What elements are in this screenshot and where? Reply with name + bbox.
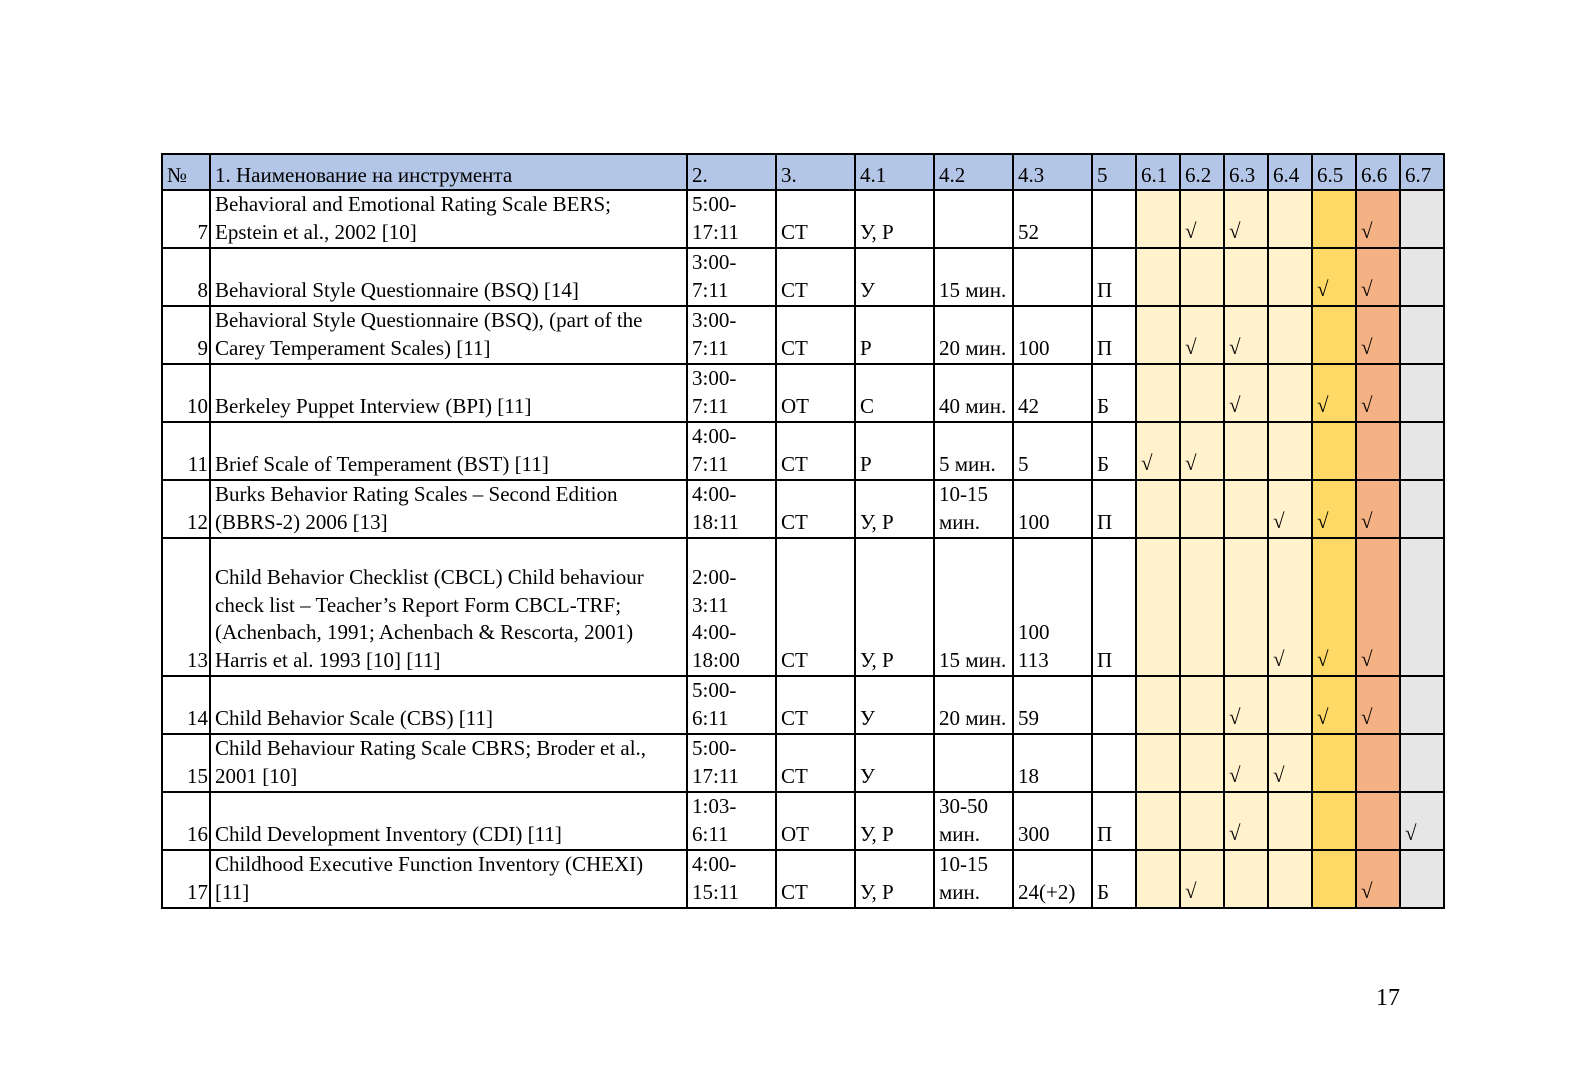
item-count-cell: 300 bbox=[1013, 792, 1092, 850]
duration-cell: 5 мин. bbox=[934, 422, 1013, 480]
row-number-cell: 15 bbox=[162, 734, 210, 792]
row-number-cell: 16 bbox=[162, 792, 210, 850]
row-number-cell: 12 bbox=[162, 480, 210, 538]
table-row bbox=[162, 676, 1444, 734]
table-row bbox=[162, 734, 1444, 792]
item-count-cell bbox=[1013, 248, 1092, 306]
column-header: 6.3 bbox=[1224, 154, 1268, 190]
criterion-6-5-cell bbox=[1312, 792, 1356, 850]
row-number-cell: 9 bbox=[162, 306, 210, 364]
criterion-6-3-cell bbox=[1224, 480, 1268, 538]
row-number-cell: 10 bbox=[162, 364, 210, 422]
column-header: 3. bbox=[776, 154, 855, 190]
criterion-6-5-cell bbox=[1312, 422, 1356, 480]
duration-cell: 40 мин. bbox=[934, 364, 1013, 422]
criterion-6-1-cell bbox=[1136, 480, 1180, 538]
age-range-cell: 2:00- 3:11 4:00- 18:00 bbox=[687, 538, 776, 676]
cost-cell: П bbox=[1092, 792, 1136, 850]
column-header: 6.1 bbox=[1136, 154, 1180, 190]
respondent-cell: У, Р bbox=[855, 850, 934, 908]
instrument-name-cell: Behavioral and Emotional Rating Scale BERS; Epstein et al., 2002 [10] bbox=[210, 190, 687, 248]
criterion-6-4-cell: √ bbox=[1268, 538, 1312, 676]
cost-cell bbox=[1092, 676, 1136, 734]
criterion-6-4-cell: √ bbox=[1268, 734, 1312, 792]
respondent-cell: У, Р bbox=[855, 480, 934, 538]
criterion-6-1-cell bbox=[1136, 734, 1180, 792]
cost-cell: П bbox=[1092, 248, 1136, 306]
criterion-6-1-cell: √ bbox=[1136, 422, 1180, 480]
criterion-6-2-cell: √ bbox=[1180, 306, 1224, 364]
table-row bbox=[162, 248, 1444, 306]
instrument-name-cell: Childhood Executive Function Inventory (CHEXI) [11] bbox=[210, 850, 687, 908]
criterion-6-7-cell bbox=[1400, 850, 1444, 908]
type-cell: СТ bbox=[776, 734, 855, 792]
row-number-cell: 13 bbox=[162, 538, 210, 676]
criterion-6-5-cell: √ bbox=[1312, 364, 1356, 422]
criterion-6-2-cell bbox=[1180, 734, 1224, 792]
respondent-cell: У bbox=[855, 676, 934, 734]
item-count-cell: 100 113 bbox=[1013, 538, 1092, 676]
instrument-name-cell: Child Development Inventory (CDI) [11] bbox=[210, 792, 687, 850]
table-row bbox=[162, 422, 1444, 480]
type-cell: СТ bbox=[776, 422, 855, 480]
criterion-6-1-cell bbox=[1136, 190, 1180, 248]
instrument-name-cell: Child Behaviour Rating Scale CBRS; Broder et al., 2001 [10] bbox=[210, 734, 687, 792]
criterion-6-2-cell bbox=[1180, 792, 1224, 850]
criterion-6-5-cell bbox=[1312, 306, 1356, 364]
type-cell: ОТ bbox=[776, 792, 855, 850]
respondent-cell: С bbox=[855, 364, 934, 422]
duration-cell bbox=[934, 190, 1013, 248]
table-row bbox=[162, 792, 1444, 850]
item-count-cell: 100 bbox=[1013, 480, 1092, 538]
age-range-cell: 4:00- 15:11 bbox=[687, 850, 776, 908]
column-header: 1. Наименование на инструмента bbox=[210, 154, 687, 190]
criterion-6-3-cell: √ bbox=[1224, 364, 1268, 422]
respondent-cell: Р bbox=[855, 306, 934, 364]
column-header: 4.3 bbox=[1013, 154, 1092, 190]
criterion-6-1-cell bbox=[1136, 248, 1180, 306]
criterion-6-5-cell: √ bbox=[1312, 480, 1356, 538]
criterion-6-5-cell: √ bbox=[1312, 538, 1356, 676]
criterion-6-4-cell bbox=[1268, 364, 1312, 422]
duration-cell: 20 мин. bbox=[934, 306, 1013, 364]
column-header: 6.6 bbox=[1356, 154, 1400, 190]
age-range-cell: 4:00- 18:11 bbox=[687, 480, 776, 538]
criterion-6-7-cell bbox=[1400, 480, 1444, 538]
instruments-table bbox=[161, 153, 1445, 909]
respondent-cell: Р bbox=[855, 422, 934, 480]
criterion-6-2-cell bbox=[1180, 538, 1224, 676]
duration-cell: 15 мин. bbox=[934, 248, 1013, 306]
age-range-cell: 5:00- 17:11 bbox=[687, 734, 776, 792]
criterion-6-6-cell: √ bbox=[1356, 364, 1400, 422]
row-number-cell: 14 bbox=[162, 676, 210, 734]
page-number: 17 bbox=[1376, 985, 1400, 1011]
criterion-6-6-cell bbox=[1356, 734, 1400, 792]
criterion-6-3-cell bbox=[1224, 422, 1268, 480]
column-header: 4.2 bbox=[934, 154, 1013, 190]
instrument-name-cell: Brief Scale of Temperament (BST) [11] bbox=[210, 422, 687, 480]
type-cell: СТ bbox=[776, 306, 855, 364]
criterion-6-7-cell bbox=[1400, 734, 1444, 792]
criterion-6-5-cell: √ bbox=[1312, 676, 1356, 734]
type-cell: ОТ bbox=[776, 364, 855, 422]
age-range-cell: 1:03- 6:11 bbox=[687, 792, 776, 850]
criterion-6-3-cell bbox=[1224, 538, 1268, 676]
criterion-6-1-cell bbox=[1136, 364, 1180, 422]
criterion-6-2-cell: √ bbox=[1180, 190, 1224, 248]
criterion-6-3-cell: √ bbox=[1224, 676, 1268, 734]
criterion-6-2-cell bbox=[1180, 364, 1224, 422]
item-count-cell: 5 bbox=[1013, 422, 1092, 480]
criterion-6-6-cell: √ bbox=[1356, 248, 1400, 306]
criterion-6-6-cell: √ bbox=[1356, 480, 1400, 538]
respondent-cell: У, Р bbox=[855, 190, 934, 248]
criterion-6-3-cell: √ bbox=[1224, 306, 1268, 364]
cost-cell: Б bbox=[1092, 364, 1136, 422]
criterion-6-6-cell: √ bbox=[1356, 306, 1400, 364]
instrument-name-cell: Child Behavior Checklist (CBCL) Child behaviour check list – Teacher’s Report Form CBCL-TRF; (Achenbach, 1991; Achenbach & Rescorta, 2001) Harris et al. 1993 [10] [11] bbox=[210, 538, 687, 676]
criterion-6-4-cell bbox=[1268, 306, 1312, 364]
criterion-6-4-cell bbox=[1268, 190, 1312, 248]
row-number-cell: 8 bbox=[162, 248, 210, 306]
cost-cell: Б bbox=[1092, 422, 1136, 480]
cost-cell: П bbox=[1092, 306, 1136, 364]
criterion-6-7-cell bbox=[1400, 306, 1444, 364]
criterion-6-7-cell bbox=[1400, 190, 1444, 248]
criterion-6-3-cell: √ bbox=[1224, 734, 1268, 792]
criterion-6-4-cell bbox=[1268, 792, 1312, 850]
instrument-name-cell: Behavioral Style Questionnaire (BSQ) [14] bbox=[210, 248, 687, 306]
row-number-cell: 11 bbox=[162, 422, 210, 480]
column-header: 6.4 bbox=[1268, 154, 1312, 190]
criterion-6-5-cell bbox=[1312, 734, 1356, 792]
table-row bbox=[162, 190, 1444, 248]
respondent-cell: У, Р bbox=[855, 538, 934, 676]
instrument-name-cell: Child Behavior Scale (CBS) [11] bbox=[210, 676, 687, 734]
duration-cell: 15 мин. bbox=[934, 538, 1013, 676]
duration-cell: 10-15 мин. bbox=[934, 480, 1013, 538]
type-cell: СТ bbox=[776, 538, 855, 676]
criterion-6-5-cell: √ bbox=[1312, 248, 1356, 306]
instrument-name-cell: Burks Behavior Rating Scales – Second Edition (BBRS-2) 2006 [13] bbox=[210, 480, 687, 538]
criterion-6-7-cell: √ bbox=[1400, 792, 1444, 850]
criterion-6-4-cell bbox=[1268, 422, 1312, 480]
type-cell: СТ bbox=[776, 676, 855, 734]
age-range-cell: 3:00- 7:11 bbox=[687, 364, 776, 422]
cost-cell: П bbox=[1092, 480, 1136, 538]
item-count-cell: 18 bbox=[1013, 734, 1092, 792]
column-header: 6.7 bbox=[1400, 154, 1444, 190]
criterion-6-3-cell: √ bbox=[1224, 190, 1268, 248]
table-row bbox=[162, 364, 1444, 422]
respondent-cell: У, Р bbox=[855, 792, 934, 850]
item-count-cell: 52 bbox=[1013, 190, 1092, 248]
cost-cell bbox=[1092, 734, 1136, 792]
row-number-cell: 7 bbox=[162, 190, 210, 248]
criterion-6-6-cell bbox=[1356, 792, 1400, 850]
criterion-6-5-cell bbox=[1312, 850, 1356, 908]
criterion-6-6-cell: √ bbox=[1356, 538, 1400, 676]
criterion-6-3-cell bbox=[1224, 850, 1268, 908]
criterion-6-1-cell bbox=[1136, 792, 1180, 850]
item-count-cell: 24(+2) bbox=[1013, 850, 1092, 908]
criterion-6-4-cell bbox=[1268, 676, 1312, 734]
table-row bbox=[162, 306, 1444, 364]
criterion-6-6-cell: √ bbox=[1356, 676, 1400, 734]
table-row bbox=[162, 480, 1444, 538]
row-number-cell: 17 bbox=[162, 850, 210, 908]
criterion-6-1-cell bbox=[1136, 306, 1180, 364]
age-range-cell: 5:00- 17:11 bbox=[687, 190, 776, 248]
item-count-cell: 100 bbox=[1013, 306, 1092, 364]
criterion-6-3-cell bbox=[1224, 248, 1268, 306]
criterion-6-4-cell bbox=[1268, 248, 1312, 306]
age-range-cell: 4:00- 7:11 bbox=[687, 422, 776, 480]
criterion-6-6-cell: √ bbox=[1356, 190, 1400, 248]
criterion-6-6-cell bbox=[1356, 422, 1400, 480]
criterion-6-7-cell bbox=[1400, 364, 1444, 422]
duration-cell: 30-50 мин. bbox=[934, 792, 1013, 850]
respondent-cell: У bbox=[855, 248, 934, 306]
type-cell: СТ bbox=[776, 190, 855, 248]
table-row bbox=[162, 538, 1444, 676]
criterion-6-1-cell bbox=[1136, 538, 1180, 676]
instrument-name-cell: Behavioral Style Questionnaire (BSQ), (part of the Carey Temperament Scales) [11] bbox=[210, 306, 687, 364]
type-cell: СТ bbox=[776, 480, 855, 538]
column-header: 6.2 bbox=[1180, 154, 1224, 190]
duration-cell: 10-15 мин. bbox=[934, 850, 1013, 908]
criterion-6-7-cell bbox=[1400, 422, 1444, 480]
criterion-6-3-cell: √ bbox=[1224, 792, 1268, 850]
type-cell: СТ bbox=[776, 248, 855, 306]
respondent-cell: У bbox=[855, 734, 934, 792]
cost-cell bbox=[1092, 190, 1136, 248]
criterion-6-2-cell bbox=[1180, 676, 1224, 734]
instrument-name-cell: Berkeley Puppet Interview (BPI) [11] bbox=[210, 364, 687, 422]
age-range-cell: 3:00- 7:11 bbox=[687, 306, 776, 364]
type-cell: СТ bbox=[776, 850, 855, 908]
criterion-6-7-cell bbox=[1400, 248, 1444, 306]
table-row bbox=[162, 850, 1444, 908]
cost-cell: Б bbox=[1092, 850, 1136, 908]
duration-cell bbox=[934, 734, 1013, 792]
criterion-6-1-cell bbox=[1136, 850, 1180, 908]
criterion-6-7-cell bbox=[1400, 676, 1444, 734]
criterion-6-2-cell: √ bbox=[1180, 850, 1224, 908]
criterion-6-4-cell: √ bbox=[1268, 480, 1312, 538]
criterion-6-5-cell bbox=[1312, 190, 1356, 248]
column-header: 2. bbox=[687, 154, 776, 190]
column-header: 6.5 bbox=[1312, 154, 1356, 190]
criterion-6-2-cell bbox=[1180, 480, 1224, 538]
table-header-row bbox=[162, 154, 1444, 190]
duration-cell: 20 мин. bbox=[934, 676, 1013, 734]
criterion-6-4-cell bbox=[1268, 850, 1312, 908]
criterion-6-2-cell bbox=[1180, 248, 1224, 306]
column-header: 4.1 bbox=[855, 154, 934, 190]
age-range-cell: 3:00- 7:11 bbox=[687, 248, 776, 306]
cost-cell: П bbox=[1092, 538, 1136, 676]
age-range-cell: 5:00- 6:11 bbox=[687, 676, 776, 734]
criterion-6-2-cell: √ bbox=[1180, 422, 1224, 480]
criterion-6-6-cell: √ bbox=[1356, 850, 1400, 908]
column-header: № bbox=[162, 154, 210, 190]
criterion-6-1-cell bbox=[1136, 676, 1180, 734]
item-count-cell: 42 bbox=[1013, 364, 1092, 422]
column-header: 5 bbox=[1092, 154, 1136, 190]
criterion-6-7-cell bbox=[1400, 538, 1444, 676]
item-count-cell: 59 bbox=[1013, 676, 1092, 734]
